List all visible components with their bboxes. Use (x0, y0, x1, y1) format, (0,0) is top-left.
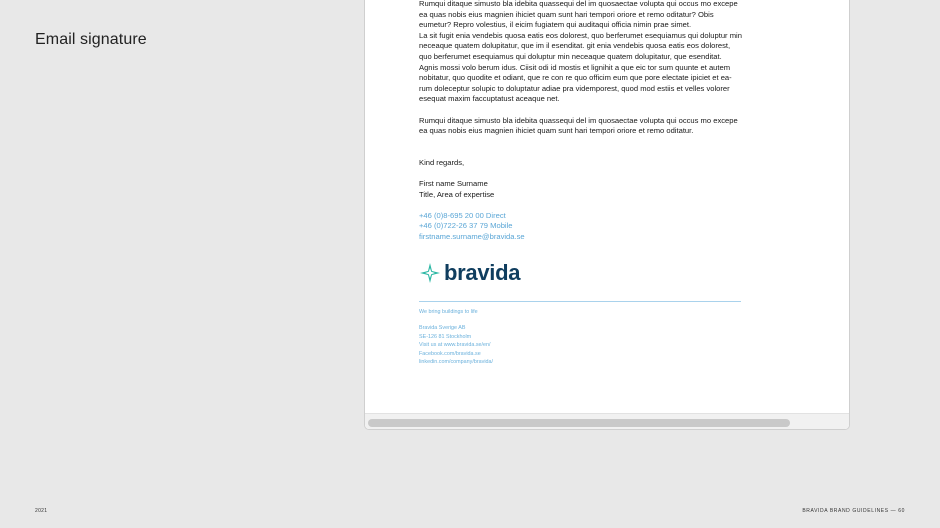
email-preview-window (364, 0, 850, 430)
bravida-logo (419, 260, 520, 286)
company-address: SE-126 81 Stockholm (419, 333, 472, 340)
body-paragraph-3: Agnis mossi volo berum idus. Ciisit odi id mostis et lignihit a que eic tor sum quunte et autem nobitatur, quo quodite et odiant, que re con re quo officim eum que pore electate ipiciet et ea-rum doleceptur solupic to doluptatur adiae pra videmporest, quod mod estiis et velles volorer esequat maxim faccuptatust aceaque net. (419, 62, 732, 104)
closing-text: Kind regards, (419, 157, 465, 167)
footer-page-label: BRAVIDA BRAND GUIDELINES — 60 (802, 508, 905, 514)
phone-direct-link[interactable]: +46 (0)8-695 20 00 Direct (419, 210, 506, 220)
facebook-link[interactable]: Facebook.com/bravida.se (419, 350, 481, 357)
email-address-link[interactable]: firstname.surname@bravida.se (419, 231, 525, 241)
company-name: Bravida Sverige AB (419, 325, 466, 332)
tagline: We bring buildings to life (419, 309, 478, 315)
page-title: Email signature (35, 31, 147, 48)
email-body (419, 0, 744, 242)
footer-year: 2021 (35, 508, 48, 514)
phone-mobile-link[interactable]: +46 (0)722-26 37 79 Mobile (419, 221, 513, 231)
signature-footer (419, 308, 739, 366)
bravida-star-icon (419, 262, 441, 284)
signature-divider (419, 301, 741, 302)
body-paragraph-2: La sit fugit enia vendebis quosa eatis eos dolorest, quo berferumet esequiamus qui doluptur min neceaque quatem dolupitatur, que im il esenditat. git enia vendebis quosa eatis eos dolorest, quo berferumet esequiamus qui doluptur min neceaque quatem dolupitatur, que esenditat. (419, 30, 742, 61)
sender-title: Title, Area of expertise (419, 189, 495, 199)
scrollbar-thumb[interactable] (368, 419, 790, 427)
horizontal-scrollbar[interactable] (365, 413, 849, 430)
bravida-wordmark: bravida (444, 260, 521, 285)
website-link[interactable]: Visit us at www.bravida.se/en/ (419, 342, 491, 349)
body-paragraph-1: Rumqui ditaque simusto bla idebita quassequi del im quosaectae volupta qui occus mo excepe ea quas nobis eius magnien ihiciet quam sunt hari tempori oriore et remo oditatur? Obis eumetur? Repro volestius, il eicim fugiatem qui auditaqui officia nimin prae simet. (419, 0, 738, 30)
body-paragraph-4: Rumqui ditaque simusto bla idebita quassequi del im quosaectae volupta qui occus mo excepe ea quas nobis eius magnien ihiciet quam sunt hari tempori oriore et remo oditatur. (419, 115, 738, 136)
linkedin-link[interactable]: linkedin.com/company/bravida/ (419, 359, 494, 366)
sender-name: First name Surname (419, 178, 488, 188)
